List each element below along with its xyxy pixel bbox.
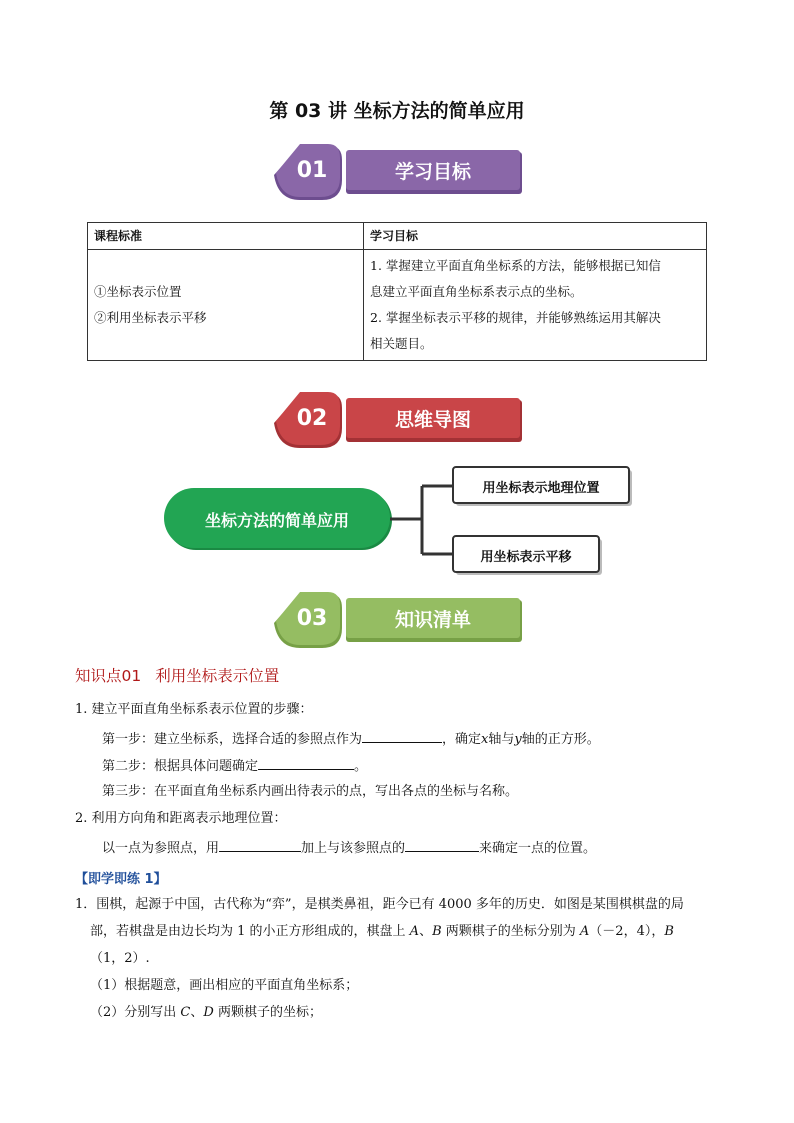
section-number-01: 01 (296, 158, 328, 183)
section-label-01: 学习目标 (394, 161, 471, 183)
knowledge-point-title: 利用坐标表示位置 (155, 667, 280, 685)
section-banner-02 (270, 388, 525, 450)
mind-map (160, 462, 640, 577)
content-item-1: 1. 建立平面直角坐标系表示位置的步骤： (75, 702, 313, 717)
question-text: 、 (419, 924, 433, 939)
point-b-label: B (432, 924, 442, 939)
standards-cell (88, 250, 364, 361)
question-text: （2）分别写出 (90, 1005, 181, 1020)
question-text: 部，若棋盘是由边长均为 1 的小正方形组成的，棋盘上 (90, 924, 410, 939)
point-a-label: A (409, 924, 420, 939)
objective-line: 相关题目。 (370, 336, 433, 351)
point-b-label: B (664, 924, 674, 939)
item-2-text-b: 加上与该参照点的 (301, 841, 406, 856)
x-variable: x (481, 732, 489, 747)
item-2-text-a: 以一点为参照点，用 (102, 841, 220, 856)
blank-distance (405, 837, 479, 852)
point-c-label: C (180, 1005, 191, 1020)
page-title: 第 03 讲 坐标方法的简单应用 (269, 100, 525, 122)
y-variable: y (514, 732, 522, 747)
question-text: 、 (190, 1005, 204, 1020)
question-1-line-1: 1．围棋，起源于中国，古代称为“弈”，是棋类鼻祖，距今已有 4000 多年的历史．如图是某围棋棋盘的局 (75, 897, 684, 912)
question-text: 两颗棋子的坐标； (213, 1005, 322, 1020)
objective-line: 息建立平面直角坐标系表示点的坐标。 (370, 284, 583, 299)
table-header-row (88, 223, 707, 250)
step-1-line (102, 728, 600, 750)
table-header-standard: 课程标准 (88, 223, 364, 250)
question-1-line-2 (90, 922, 674, 942)
step-1-text-d: 轴的正方形。 (521, 732, 600, 747)
step-2-line (102, 755, 367, 777)
question-text: 两颗棋子的坐标分别为 (441, 924, 580, 939)
step-1-text-c: 轴与 (488, 732, 515, 747)
mind-map-branch-translation: 用坐标表示平移 (480, 550, 572, 565)
objective-line: 2. 掌握坐标表示平移的规律，并能够熟练运用其解决 (370, 310, 661, 325)
question-1-line-3: （1，2）. (90, 951, 150, 966)
question-1-sub-1: （1）根据题意，画出相应的平面直角坐标系； (90, 978, 359, 993)
content-item-2: 2. 利用方向角和距离表示地理位置： (75, 811, 287, 826)
step-1-text: 第一步：建立坐标系，选择合适的参照点作为 (102, 732, 363, 747)
blank-reference-point (362, 728, 442, 743)
mind-map-branch-location: 用坐标表示地理位置 (482, 481, 600, 496)
knowledge-point-number: 知识点01 (75, 667, 142, 685)
mind-map-root: 坐标方法的简单应用 (204, 511, 349, 530)
objectives-cell (364, 250, 707, 361)
section-number-02: 02 (296, 406, 328, 431)
item-2-detail (102, 837, 596, 859)
knowledge-point-heading (75, 664, 293, 686)
step-1-text-b: ，确定 (442, 732, 482, 747)
standard-item: ①坐标表示位置 (94, 284, 182, 299)
step-2-text-b: 。 (354, 759, 368, 774)
table-header-objective: 学习目标 (364, 223, 707, 250)
practice-label: 【即学即练 1】 (75, 872, 167, 887)
section-number-03: 03 (296, 606, 328, 631)
section-label-03: 知识清单 (394, 609, 471, 631)
section-label-02: 思维导图 (394, 409, 471, 431)
question-text: （－2，4）， (589, 924, 665, 939)
blank-direction-angle (219, 837, 301, 852)
point-a-label: A (579, 924, 590, 939)
section-banner-03 (270, 588, 525, 650)
objective-line: 1. 掌握建立平面直角坐标系的方法，能够根据已知信 (370, 258, 661, 273)
item-2-text-c: 来确定一点的位置。 (479, 841, 597, 856)
question-1-sub-2 (90, 1003, 322, 1023)
section-banner-01 (270, 140, 525, 202)
standard-item: ②利用坐标表示平移 (94, 310, 207, 325)
step-3-line: 第三步：在平面直角坐标系内画出待表示的点，写出各点的坐标与名称。 (102, 784, 519, 799)
goals-table (87, 222, 707, 361)
table-row (88, 250, 707, 361)
blank-scale (258, 755, 354, 770)
point-d-label: D (203, 1005, 214, 1020)
step-2-text: 第二步：根据具体问题确定 (102, 759, 259, 774)
